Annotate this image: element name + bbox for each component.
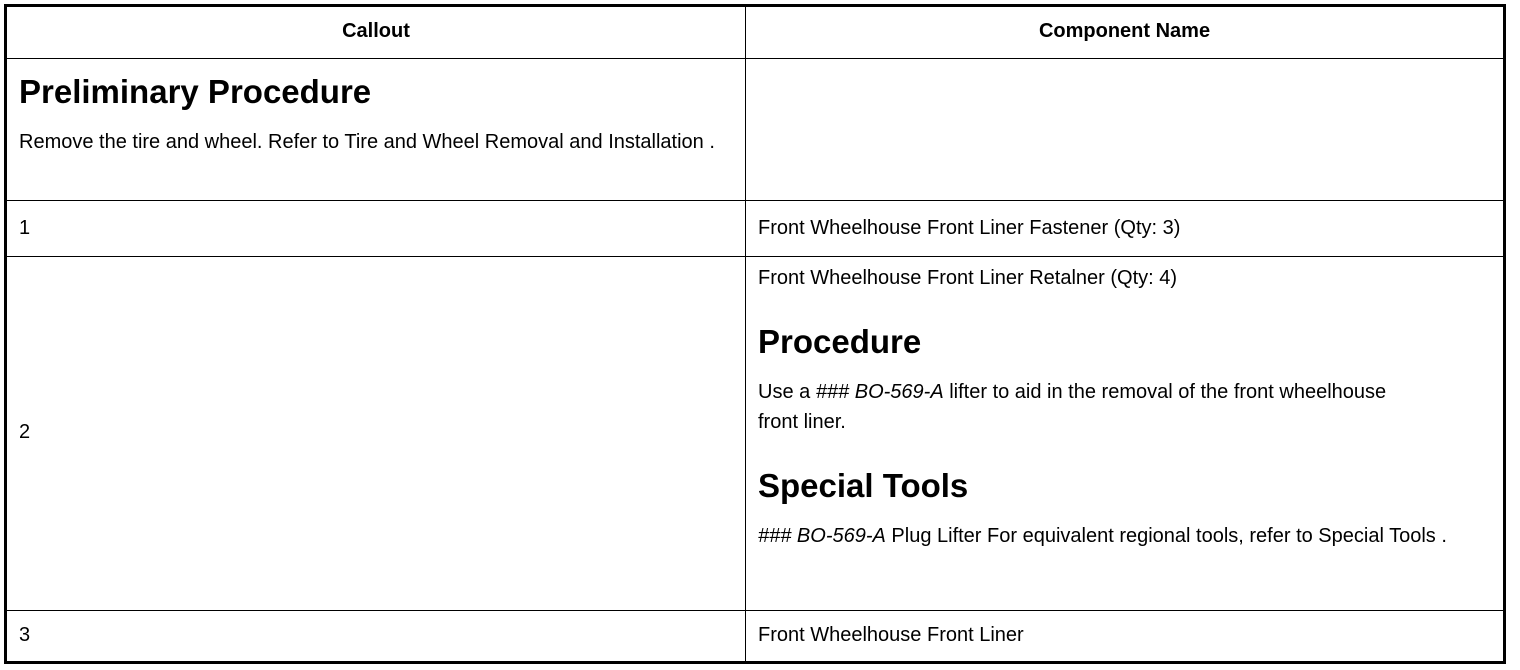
preliminary-procedure-cell [19,73,739,157]
procedure-tool-ref: ### BO-569-A [815,381,944,403]
procedure-text-post: lifter to aid in the removal of the front wheelhouse front liner. [758,381,1387,433]
component-name-3: Front Wheelhouse Front Liner [758,624,1024,646]
procedure-heading: Procedure [758,323,922,360]
row-divider [7,256,1503,257]
procedure-text [758,377,1408,437]
row-divider [7,58,1503,59]
special-tools-tool-ref: ### BO-569-A [758,525,886,547]
special-tools-heading: Special Tools [758,467,969,504]
preliminary-procedure-text: Remove the tire and wheel. Refer to Tire and Wheel Removal and Installation . [19,131,715,153]
special-tools-text [758,521,1458,551]
row-divider [7,610,1503,611]
header-callout: Callout [342,20,410,42]
preliminary-procedure-heading: Preliminary Procedure [19,73,372,110]
special-tools-text-post: Plug Lifter For equivalent regional tools, refer to Special Tools . [885,525,1447,547]
callout-3: 3 [19,624,31,646]
component-name-2: Front Wheelhouse Front Liner Retalner (Qty: 4) [758,267,1178,289]
procedure-text-pre: Use a [758,381,816,403]
component-name-1: Front Wheelhouse Front Liner Fastener (Qty: 3) [758,217,1181,239]
header-component-name: Component Name [1038,20,1211,42]
component-table [4,4,1506,664]
column-divider [745,7,746,661]
callout-2: 2 [19,421,31,443]
callout-1: 1 [19,217,31,239]
component-name-2-cell [758,263,1478,551]
row-divider [7,200,1503,201]
